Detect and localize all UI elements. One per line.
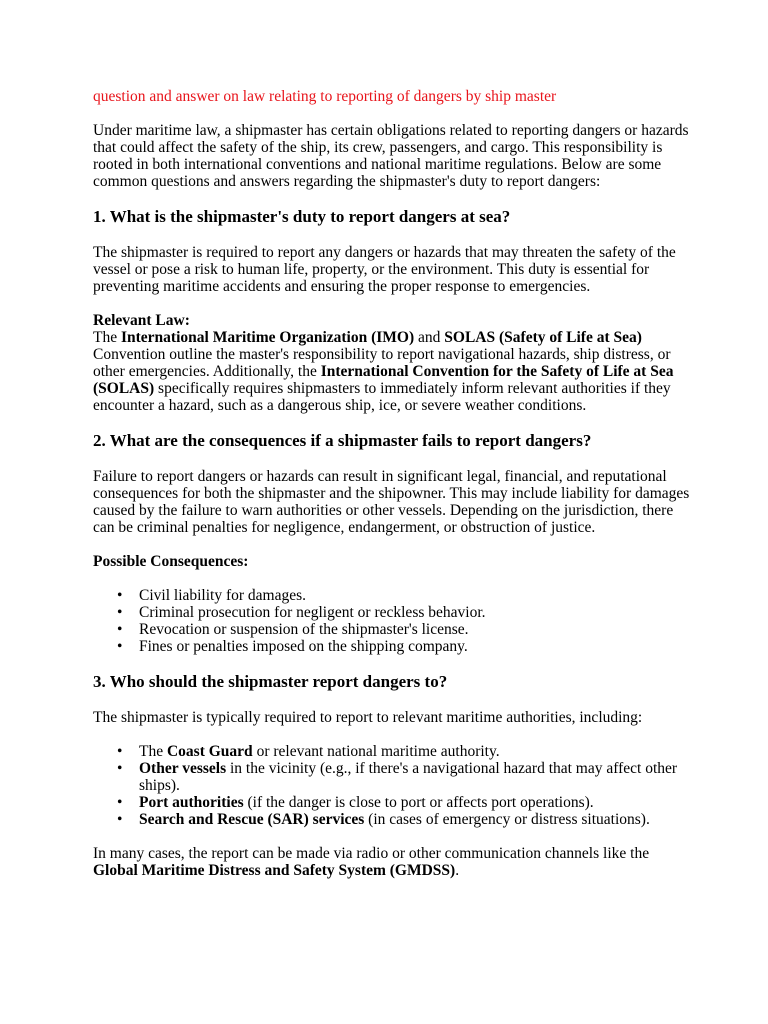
law-bold-convention: International Convention for the Safety of Life at Sea (SOLAS) bbox=[93, 363, 674, 397]
item-bold: Other vessels bbox=[139, 760, 227, 777]
question-1-heading: 1. What is the shipmaster's duty to report dangers at sea? bbox=[93, 207, 511, 226]
item-text: or relevant national maritime authority. bbox=[252, 743, 500, 760]
list-item bbox=[139, 794, 696, 811]
closing-text: In many cases, the report can be made via radio or other communication channels like the bbox=[93, 845, 650, 862]
item-text: (in cases of emergency or distress situations). bbox=[364, 811, 650, 828]
list-item: • Criminal prosecution for negligent or reckless behavior. bbox=[139, 604, 696, 621]
document-title: question and answer on law relating to reporting of dangers by ship master bbox=[93, 88, 557, 105]
question-2-answer: Failure to report dangers or hazards can result in significant legal, financial, and reputational consequences for both the shipmaster and the shipowner. This may include liability for damages caused by the failure to warn authorities or other vessels. Depending on the jurisdiction, there can be criminal penalties for negligence, endangerment, or obstruction of justice. bbox=[93, 468, 690, 536]
consequences-label: Possible Consequences: bbox=[93, 553, 249, 570]
consequences-label-paragraph bbox=[93, 553, 696, 570]
closing-bold-gmdss: Global Maritime Distress and Safety System (GMDSS) bbox=[93, 862, 456, 879]
law-text: and bbox=[414, 329, 445, 346]
law-text: Convention outline the master's responsibility to report navigational hazards, ship distress, or other emergencies. Additionally, the bbox=[93, 346, 671, 380]
law-bold-imo: International Maritime Organization (IMO) bbox=[120, 329, 415, 346]
closing-text: . bbox=[455, 862, 460, 879]
list-item bbox=[139, 811, 696, 828]
law-bold-solas: SOLAS (Safety of Life at Sea) bbox=[444, 329, 642, 346]
list-item bbox=[139, 743, 696, 760]
item-text: The bbox=[139, 743, 167, 760]
law-text: specifically requires shipmasters to immediately inform relevant authorities if they encounter a hazard, such as a dangerous ship, ice, or severe weather conditions. bbox=[93, 380, 671, 414]
list-item bbox=[139, 760, 696, 794]
question-1-answer: The shipmaster is required to report any dangers or hazards that may threaten the safety of the vessel or pose a risk to human life, property, or the environment. This duty is essential for preventing maritime accidents and ensuring the proper response to emergencies. bbox=[93, 244, 676, 295]
question-3-heading: 3. Who should the shipmaster report dangers to? bbox=[93, 672, 448, 691]
item-text: in the vicinity (e.g., if there's a navigational hazard that may affect other ships). bbox=[139, 760, 678, 794]
intro-paragraph: Under maritime law, a shipmaster has certain obligations related to reporting dangers or hazards that could affect the safety of the ship, its crew, passengers, and cargo. This responsibility is rooted in both international conventions and national maritime regulations. Below are some common questions and answers regarding the shipmaster's duty to report dangers: bbox=[93, 122, 689, 190]
consequences-list bbox=[93, 587, 696, 655]
item-bold: Coast Guard bbox=[166, 743, 253, 760]
item-text: (if the danger is close to port or affects port operations). bbox=[243, 794, 594, 811]
list-item: • Revocation or suspension of the shipmaster's license. bbox=[139, 621, 696, 638]
authorities-list bbox=[93, 743, 696, 828]
item-bold: Search and Rescue (SAR) services bbox=[139, 811, 365, 828]
question-2-heading: 2. What are the consequences if a shipmaster fails to report dangers? bbox=[93, 431, 592, 450]
list-item: • Fines or penalties imposed on the shipping company. bbox=[139, 638, 696, 655]
relevant-law-label: Relevant Law: bbox=[93, 312, 190, 329]
closing-paragraph bbox=[93, 845, 696, 879]
relevant-law-paragraph bbox=[93, 312, 696, 414]
question-3-answer: The shipmaster is typically required to report to relevant maritime authorities, including: bbox=[93, 709, 643, 726]
law-text: The bbox=[93, 329, 121, 346]
list-item: • Civil liability for damages. bbox=[139, 587, 696, 604]
item-bold: Port authorities bbox=[139, 794, 244, 811]
